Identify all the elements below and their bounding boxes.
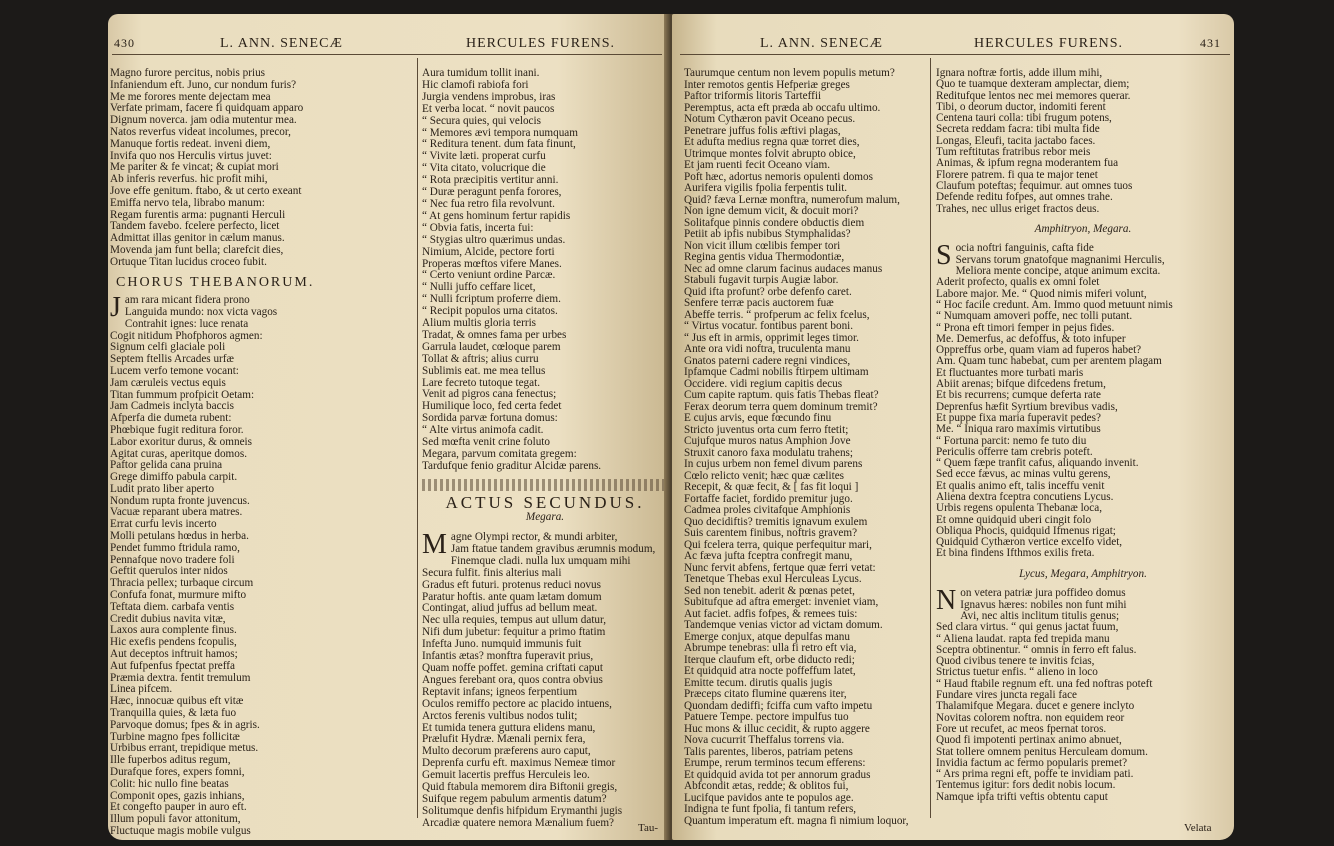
verse-line: Emitte tecum. dirutis qualis jugis [684, 676, 833, 689]
verse-line: Regam furentis arma: pugnanti Herculi [110, 208, 286, 221]
verse-line: Utrimque montes folvit abrupto obice, [684, 147, 856, 160]
verse-line: Talis parentes, liberos, patriam petens [684, 745, 853, 758]
verse-line: Inter remotos gentis Hefperiæ greges [684, 78, 850, 91]
verse-line: Lucifque pavidos ante te populos age. [684, 791, 854, 804]
left-column-rule [417, 58, 418, 818]
verse-line: Et bis recurrens; cumque deferta rate [936, 389, 1101, 402]
verse-line: Ille fuperbos aditus regum, [110, 754, 231, 767]
act-heading: ACTUS SECUNDUS. [445, 492, 645, 512]
verse-line: Aut faciet. adfis fofpes, & remees tuis: [684, 607, 858, 620]
verse-line: “ Hoc facile credunt. Am. Immo quod metuunt nimis [936, 298, 1173, 311]
verse-line: “ Obvia fatis, incerta fui: [422, 221, 534, 234]
verse-line: Tum reftitutas fratribus rebor meis [936, 146, 1091, 159]
right-catchword: Velata [1184, 822, 1212, 834]
verse-line: Præceps citato flumine quærens iter, [684, 688, 847, 700]
verse-line: “ Vita citato, volucrique die [422, 162, 546, 175]
verse-line: Quo te tuamque dexteram amplectar, diem; [936, 78, 1130, 91]
verse-line: “ Recipit populos urna citatos. [422, 305, 558, 318]
verse-line: Erumpe, rerum terminos tecum efferens: [684, 757, 866, 769]
verse-line: Quod civibus tenere te invitis fcias, [936, 655, 1095, 668]
verse-line: Meliora mente concipe, atque animum excita. [955, 265, 1161, 278]
verse-line: Servans torum gnatofque magnanimi Herculis, [955, 253, 1165, 266]
verse-line: Verfate primam, facere fi quidquam apparo [110, 102, 304, 115]
verse-line: Suifque regem pabulum armentis datum? [422, 792, 607, 805]
verse-line: Me pariter & fe vincat; & cupiat mori [110, 161, 279, 174]
verse-line: Infantis ætas? monftra fuperavit prius, [422, 650, 594, 663]
verse-line: Iterque claufum eft, orbe diducto redi; [684, 653, 855, 666]
verse-line: Fundare vires juncta regali face [936, 689, 1078, 702]
drop-cap: M [422, 529, 447, 560]
verse-line: “ Quem fæpe tranfit cafus, aliquando invenit. [936, 457, 1139, 470]
verse-line: Et fluctuantes more turbati maris [936, 366, 1084, 379]
verse-line: “ Certo veniunt ordine Parcæ. [422, 269, 556, 282]
right-col2-verse-mid [936, 240, 1230, 560]
verse-line: “ Nulli fcriptum proferre diem. [422, 293, 561, 306]
verse-line: Namque ipfa trifti veftis obtentu caput [936, 790, 1108, 803]
chorus-heading: CHORUS THEBANORUM. [116, 274, 315, 290]
verse-line: Tradat, & omnes fama per urbes [422, 328, 567, 341]
verse-line: Nova cucurrit Theffalus torrens via. [684, 734, 845, 746]
verse-line: Notum Cythæron pavit Oceano pecus. [684, 113, 856, 125]
right-col2-verse-top [936, 68, 1230, 215]
left-col1-verse-top [110, 68, 410, 269]
verse-line: Labore major. Me. “ Quod nimis miferi volunt, [936, 287, 1147, 300]
verse-line: Ac fæva jufta fceptra confregit manu, [684, 550, 853, 562]
verse-line: Deprenfa curfu eft. maximus Nemeæ timor [422, 757, 616, 770]
verse-line: “ Duræ peragunt penfa forores, [422, 186, 562, 199]
verse-line: Nunc fervit abfens, fertque quæ ferri vetat: [684, 561, 876, 574]
verse-line: Et adufta medius regna quæ torret dies, [684, 136, 860, 148]
verse-line: Jam cæruleis vectus equis [110, 376, 226, 389]
verse-line: “ At gens hominum fertur rapidis [422, 209, 571, 222]
verse-line: Defende reditu fofpes, aut omnes trahe. [936, 191, 1113, 204]
verse-line: Quid ifta profunt? orbe defenfo caret. [684, 285, 852, 298]
verse-line: Et quidquid atra nocte poffeffum latet, [684, 665, 856, 677]
verse-line: Properas mœftos vifere Manes. [422, 257, 562, 270]
verse-line: In cujus urbem non femel divum parens [684, 458, 863, 470]
persona-megara: Megara. [525, 511, 565, 524]
verse-line: Senfere terræ pacis auctorem fuæ [684, 297, 834, 309]
left-header-left: L. ANN. SENECÆ [220, 36, 343, 51]
verse-line: Indigna te funt fpolia, fi tantum refers, [684, 803, 857, 815]
ornament-band [422, 479, 668, 491]
verse-line: Stricto juventus orta cum ferro ftetit; [684, 423, 849, 436]
verse-line: Illum populi favor attonitum, [110, 813, 241, 826]
verse-line: Cum capite raptum. quis fatis Thebas fleat? [684, 389, 879, 401]
verse-line: Patuere Tempe. pectore impulfus tuo [684, 711, 849, 723]
verse-line: Florere patrem. fi qua te major tenet [936, 168, 1098, 181]
verse-line: Am. Quam tunc habebat, cum per arentem plagam [936, 355, 1162, 368]
verse-line: Aliena dextra fceptra concutiens Lycus. [936, 490, 1114, 503]
verse-line: Gradus eft futuri. protenus reduci novus [422, 578, 601, 591]
verse-line: Et quidquid avida tot per annorum gradus [684, 768, 871, 781]
verse-line: Agitat curas, aperitque domos. [110, 447, 248, 460]
verse-line: Reptavit infans; igneos ferpentium [422, 685, 578, 698]
verse-line: Abeffe terris. “ profperum ac felix fcelus, [684, 308, 870, 321]
drop-cap: J [110, 292, 121, 324]
verse-line: Pendet fummo ftridula ramo, [110, 541, 240, 554]
verse-line: Hæc, innocuæ quibus eft vitæ [110, 695, 244, 708]
verse-line: Stabuli fugavit turpis Augiæ labor. [684, 274, 839, 286]
verse-line: Alium multis gloria terris [422, 317, 537, 330]
verse-line: Jam rara micant fidera prono [110, 292, 250, 324]
verse-line: Trahes, nec ullus eriget fractos deus. [936, 202, 1100, 215]
verse-line: Angues ferebant ora, quos contra obvius [422, 673, 603, 686]
verse-line: Sed mœfta venit crine foluto [422, 436, 551, 449]
verse-line: Me. “ Iniqua raro maximis virtutibus [936, 423, 1101, 436]
verse-line: Lucem verfo temone vocant: [110, 364, 239, 377]
right-header-left: L. ANN. SENECÆ [760, 36, 883, 51]
verse-line: Dignum noverca. jam odia mutentur mea. [110, 114, 297, 127]
verse-line: “ Rota præcipitis vertitur anni. [422, 174, 559, 187]
verse-line: Solitafque pinnis condere obductis diem [684, 216, 865, 229]
verse-line: Natos reverfus videat incolumes, precor, [110, 125, 291, 138]
verse-line: “ Nec fua retro fila revolvunt. [422, 197, 555, 210]
verse-line: Et tumida tenera guttura elidens manu, [422, 721, 596, 734]
right-column-1 [684, 68, 928, 827]
verse-line: Claufum poteftas; fequimur. aut omnes tuos [936, 179, 1133, 192]
verse-line: Cogit nitidum Phofphoros agmen: [110, 329, 263, 342]
verse-line: “ Aliena laudat. rapta fed trepida manu [936, 632, 1110, 645]
verse-line: Ludit prato liber aperto [110, 482, 215, 495]
verse-line: Admittat illas genitor in cælum manus. [110, 232, 285, 245]
verse-line: Oppreffus orbe, quam viam ad fuperos habet? [936, 344, 1142, 357]
verse-line: Nondum rupta fronte juvencus. [110, 494, 250, 507]
verse-line: Et verba locat. “ novit paucos [422, 102, 555, 115]
verse-line: Tenetque Thebas exul Herculeas Lycus. [684, 573, 862, 585]
verse-line: Arctos ferenis vultibus nodos tulit; [422, 709, 578, 722]
verse-line: “ Ars prima regni eft, poffe te invidiam pati. [936, 768, 1134, 781]
verse-line: Ipfamque Cadmi nobilis ftirpem ultimam [684, 366, 869, 378]
verse-line: Quidquid Cythæron vertice excelfo videt, [936, 536, 1123, 549]
left-col1-verse-bottom [110, 292, 410, 838]
verse-line: Geftit querulos inter nidos [110, 565, 228, 578]
verse-line: Petiit ab ipfis nubibus Stymphalidas? [684, 228, 851, 240]
drop-cap: S [936, 240, 952, 272]
verse-line: Et congefto pauper in auro eft. [110, 801, 247, 814]
verse-line: Me. Demerfus, ac defoffus, & toto infuper [936, 332, 1126, 345]
verse-line: Quid? fæva Lernæ monftra, numerofum malum, [684, 193, 900, 206]
verse-line: “ Alte virtus animofa cadit. [422, 424, 544, 437]
verse-line: Ignavus hæres: nobiles non funt mihi [960, 598, 1127, 611]
verse-line: Non igne demum vicit, & docuit mori? [684, 205, 859, 217]
verse-line: “ Haud ftabile regnum eft. una fed noftras poteft [936, 677, 1153, 690]
verse-line: Regina gentis vidua Thermodontiæ, [684, 251, 845, 263]
verse-line: Tranquilla quies, & læta fuo [110, 707, 237, 720]
verse-line: “ Vivite læti. properat curfu [422, 150, 546, 163]
verse-line: Multo decorum præferens auro caput, [422, 745, 591, 758]
verse-line: Quantum imperatum eft. magna fi nimium loquor, [684, 814, 909, 827]
verse-line: Novitas colorem noftra. non equidem reor [936, 711, 1125, 724]
verse-line: Emiffa nervo tela, librabo manum: [110, 196, 265, 209]
verse-line: Invidia factum ac fermo popularis premet? [936, 756, 1128, 769]
verse-line: Aura tumidum tollit inani. [422, 67, 540, 79]
right-column-rule [930, 58, 931, 818]
verse-line: Fore ut recufet, ac meos fpernat toros. [936, 722, 1107, 735]
verse-line: Paratur hoftis. ante quam lætam domum [422, 590, 602, 603]
verse-line: Sed clara virtus. “ qui genus jactat fuum, [936, 621, 1119, 634]
left-col2-verse-top [422, 68, 668, 473]
verse-line: Vacuæ reparant ubera matres. [110, 506, 243, 519]
verse-line: Jurgia vendens improbus, iras [422, 90, 556, 103]
verse-line: Quo decidiftis? tremitis ignavum exulem [684, 515, 868, 528]
verse-line: Stat tollere omnem penitus Herculeam domum. [936, 745, 1148, 758]
verse-line: “ Jus eft in armis, opprimit leges timor. [684, 331, 859, 344]
verse-line: Tardufque fenio graditur Alcidæ parens. [422, 459, 602, 472]
verse-line: Magne Olympi rector, & mundi arbiter, [422, 529, 618, 560]
verse-line: Periculis offerre tam crebris poteft. [936, 445, 1093, 458]
drop-cap: N [936, 585, 957, 617]
left-header-right: HERCULES FURENS. [466, 36, 616, 51]
verse-line: Subitufque ad aftra emerget: inveniet viam, [684, 596, 879, 608]
right-header-right: HERCULES FURENS. [974, 36, 1124, 51]
verse-line: Secura fulfit. finis alterius mali [422, 566, 562, 579]
verse-line: Ortuque Titan lucidus croceo fubit. [110, 255, 267, 268]
verse-line: Aurifera vigilis fpolia ferpentis tulit. [684, 182, 848, 194]
verse-line: Præmia dextra. fentit tremulum [110, 671, 251, 684]
verse-line: Sordida parvæ fortuna domus: [422, 412, 558, 425]
verse-line: Tandem favebo. fcelere perfecto, licet [110, 220, 280, 233]
verse-line: Taurumque centum non levem populis metum? [684, 67, 895, 79]
verse-line: Septem ftellis Arcades urfæ [110, 353, 234, 366]
left-page [108, 14, 670, 840]
verse-line: Tollat & aftris; alius curru [422, 352, 539, 365]
verse-line: Languida mundo: nox victa vagos [124, 305, 278, 318]
verse-line: Infefta Juno. numquid immunis fuit [422, 638, 582, 651]
verse-line: Tibi, o deorum ductor, indomiti ferent [936, 100, 1106, 113]
verse-line: Movenda jam funt bella; clarefcit dies, [110, 243, 284, 256]
verse-line: Obliqua Phocis, quidquid Ifmenus rigat; [936, 524, 1116, 537]
verse-line: Animas, & ipfum regna moderantem fua [936, 157, 1119, 170]
verse-line: Quam noffe poffet. gemina criftati caput [422, 661, 604, 674]
right-col1-verse [684, 68, 928, 827]
verse-line: “ Reditura tenent. dum fata finunt, [422, 138, 576, 151]
verse-line: Magno furore percitus, nobis prius [110, 67, 266, 79]
verse-line: Molli petulans hœdus in herba. [110, 530, 249, 543]
verse-line: Fluctuque magis mobile vulgus [110, 825, 251, 837]
verse-line: Avi, nec altis inclitum titulis genus; [960, 609, 1120, 622]
verse-line: Afperfa die dumeta rubent: [110, 412, 232, 425]
verse-line: Venit ad pigros cana fenectus; [422, 388, 557, 401]
verse-line: “ Memores ævi tempora numquam [422, 126, 578, 139]
verse-line: Longas, Eleufi, tacita jactabo faces. [936, 134, 1096, 147]
verse-line: Durafque fores, expers fomni, [110, 766, 245, 779]
verse-line: Sublimis eat. me mea tellus [422, 364, 546, 377]
right-header-rule [680, 54, 1230, 55]
verse-line: Nec ad omne clarum facinus audaces manus [684, 262, 883, 275]
verse-line: Linea pifcem. [110, 683, 173, 696]
verse-line: Sed non tenebit. aderit & pœnas petet, [684, 584, 855, 597]
verse-line: Nec ulla requies, tempus aut ullum datur, [422, 614, 607, 627]
verse-line: Paftor gelida cana pruina [110, 459, 223, 472]
verse-line: Laxos aura complente finus. [110, 624, 237, 637]
verse-line: Errat curfu levis incerto [110, 518, 217, 531]
verse-line: Tandemque venias victor ad victam domum. [684, 619, 883, 631]
verse-line: Jam Cadmeis inclyta baccis [110, 400, 234, 413]
verse-line: Thalamifque Megara. ducet e genere inclyto [936, 700, 1135, 713]
verse-line: Et omne quidquid uberi cingit folo [936, 513, 1092, 526]
verse-line: Struxit canoro faxa modulatu trahens; [684, 446, 854, 459]
verse-line: Quod fi impotenti pertinax animo abnuet, [936, 734, 1122, 747]
verse-line: Signum celfi glaciale poli [110, 341, 226, 354]
verse-line: Aut fufpenfus fpectat preffa [110, 659, 235, 672]
persona-amphitryon-megara: Amphitryon, Megara. [1034, 222, 1132, 235]
verse-line: Credit dubius navita vitæ, [110, 612, 226, 625]
verse-line: Cujufque muros natus Amphion Jove [684, 435, 851, 447]
right-page-number: 431 [1200, 36, 1221, 50]
verse-line: Et bina findens Ifthmos exilis freta. [936, 547, 1095, 560]
verse-line: Jam ftatue tandem gravibus ærumnis modum, [450, 542, 656, 555]
verse-line: Humilique loco, fed certa fedet [422, 400, 562, 413]
verse-line: Aderit profecto, qualis ex omni folet [936, 276, 1100, 289]
verse-line: Quondam dediffi; fciffa cum vafto impetu [684, 699, 873, 712]
verse-line: Recepit, & quæ fecit, & [ fas fit loqui ] [684, 481, 859, 493]
verse-line: Cœlo relicto venit; hæc quæ cælites [684, 469, 845, 482]
left-catchword: Tau- [638, 822, 658, 834]
verse-line: Nimium, Alcide, pectore forti [422, 245, 555, 258]
verse-line: Aut deceptos inftruit hamos; [110, 648, 238, 661]
verse-line: Penetrare juffus folis æftivi plagas, [684, 124, 841, 137]
verse-line: Strictus tuetur enfis. “ alieno in loco [936, 666, 1098, 679]
verse-line: Invifa quo nos Herculis virtus juvet: [110, 149, 272, 162]
verse-line: Phœbique fugit reditura foror. [110, 423, 244, 436]
verse-line: Occidere. vidi regium capitis decus [684, 377, 843, 390]
verse-line: Thracia pellex; turbaque circum [110, 577, 254, 590]
verse-line: Manuque fortis redeat. inveni diem, [110, 137, 271, 150]
verse-line: Hic clamofi rabiofa fori [422, 78, 529, 91]
verse-line: Jove effe genitum. ftabo, & ut certo exeant [110, 184, 302, 197]
verse-line: Sceptra obtinentur. “ omnis in ferro eft falus. [936, 643, 1137, 656]
right-page [672, 14, 1234, 840]
right-column-2 [936, 68, 1230, 803]
verse-line: Abrumpe tenebras: ulla fi retro eft via, [684, 642, 857, 654]
verse-line: Ante ora vidi noftra, truculenta manu [684, 343, 851, 355]
verse-line: Paftor triformis litoris Tarteffii [684, 90, 822, 102]
verse-line: Confufa fonat, murmure mifto [110, 589, 247, 602]
persona-lycus-megara-amphitryon: Lycus, Megara, Amphitryon. [1019, 567, 1147, 580]
verse-line: Et jam ruenti fecit Oceano viam. [684, 159, 831, 171]
verse-line: Gemuit lacertis preffus Herculeis leo. [422, 769, 590, 782]
verse-line: Deprenfus hæfit Syrtium brevibus vadis, [936, 400, 1118, 413]
verse-line: “ Fortuna parcit: nemo fe tuto diu [936, 434, 1087, 447]
verse-line: Et puppe fixa maria fuperavit pedes? [936, 411, 1101, 424]
verse-line: Solitumque denfis hifpidum Erymanthi jugis [422, 804, 623, 817]
verse-line: Fortaffe faciet, fordido premitur jugo. [684, 492, 853, 505]
verse-line: “ Prona eft timori femper in pejus fides. [936, 321, 1115, 334]
verse-line: Secreta reddam facra: tibi multa fide [936, 123, 1100, 136]
verse-line: Reditufque lentos nec mei memores querar. [936, 89, 1131, 102]
verse-line: Ferax deorum terra quem dominum tremit? [684, 400, 878, 413]
verse-line: Sed ecce fævus, ac minas vultu gerens, [936, 468, 1111, 481]
verse-line: Finemque cladi. nulla lux umquam mihi [450, 554, 631, 567]
verse-line: Emerge conjux, atque depulfas manu [684, 630, 850, 643]
verse-line: Nifi dum jubetur: fequitur a primo ftatim [422, 626, 606, 639]
verse-line: Oculos remiffo pectore ac placido intuens, [422, 697, 612, 710]
verse-line: Qui fcelera terra, quique perfequitur mari, [684, 538, 872, 551]
verse-line: Colit: hic nullo fine beatas [110, 777, 229, 790]
right-col2-verse-bottom [936, 585, 1230, 803]
verse-line: Non vetera patriæ jura poffideo domus [936, 585, 1126, 617]
verse-line: Abfcondit ætas, redde; & oblitos fui, [684, 780, 849, 792]
verse-line: Quid ftabula memorem dira Biftonii gregis, [422, 781, 618, 794]
verse-line: Urbibus errant, trepidique metus. [110, 742, 259, 755]
verse-line: Peremptus, acta eft præda ab occafu ultimo. [684, 101, 881, 114]
verse-line: Arcadiæ quatere nemora Mænalium fuem? [422, 816, 614, 829]
verse-line: Urbis regens opulenta Thebanæ loca, [936, 502, 1103, 515]
verse-line: Labor exoritur durus, & omneis [110, 435, 252, 448]
verse-line: Garrula laudet, cœloque parem [422, 340, 561, 353]
verse-line: Prælufit Hydræ. Mænali pernix fera, [422, 733, 586, 746]
verse-line: Socia noftri fanguinis, cafta fide [936, 240, 1094, 272]
verse-line: Suis carentem finibus, noftris gravem? [684, 527, 858, 539]
verse-line: Contrahit ignes: luce renata [124, 317, 249, 330]
verse-line: Titan fummum profpicit Oetam: [110, 388, 255, 401]
verse-line: Tentemus igitur: fors dedit nobis locum. [936, 779, 1116, 792]
verse-line: Componit opes, gazis inhians, [110, 789, 245, 802]
verse-line: Ab inferis reverfus. hic profit mihi, [110, 173, 268, 186]
verse-line: Turbine magno fpes follicitæ [110, 730, 240, 743]
left-column-1 [110, 68, 410, 838]
left-header-rule [112, 54, 662, 55]
verse-line: Infaniendum eft. Juno, cur nondum furis? [110, 78, 297, 91]
verse-line: Megara, parvum comitata gregem: [422, 448, 577, 460]
verse-line: Cadmea proles civitafque Amphionis [684, 504, 851, 516]
verse-line: Teftata diem. carbafa ventis [110, 600, 235, 613]
verse-line: Me me forores mente dejectam mea [110, 90, 271, 103]
left-column-2 [422, 68, 668, 830]
verse-line: Non vicit illum cœlibis femper tori [684, 239, 841, 252]
left-col2-verse-bottom [422, 529, 668, 830]
verse-line: Parvoque domus; fpes & in agris. [110, 718, 260, 731]
verse-line: Huc mons & illuc cecidit, & rupto aggere [684, 722, 870, 735]
verse-line: Grege dimiffo pabula carpit. [110, 471, 238, 484]
verse-line: E cujus arvis, eque fœcundo finu [684, 412, 832, 424]
verse-line: “ Virtus vocatur. fontibus parent boni. [684, 320, 854, 332]
verse-line: “ Numquam amoveri poffe, nec tolli putant. [936, 310, 1133, 323]
left-page-number: 430 [114, 36, 135, 50]
verse-line: Hic exefis pendens fcopulis, [110, 636, 237, 649]
verse-line: Pennafque novo tradere foli [110, 553, 235, 566]
verse-line: Ignara noftræ fortis, adde illum mihi, [936, 67, 1103, 79]
verse-line: “ Stygias ultro quærimus undas. [422, 233, 566, 246]
verse-line: Et qualis animo eft, talis inceffu venit [936, 479, 1105, 492]
verse-line: Abiit arenas; bifque difcedens fretum, [936, 378, 1106, 391]
verse-line: Lare fecreto tutoque tegat. [422, 376, 541, 389]
verse-line: “ Secura quies, qui velocis [422, 114, 541, 127]
verse-line: Contingat, aliud juffus ad bellum meat. [422, 602, 598, 615]
verse-line: “ Nulli juffo ceffare licet, [422, 281, 536, 294]
verse-line: Gnatos paterni cadere regni vindices, [684, 354, 851, 367]
verse-line: Centena tauri colla: tibi frugum potens, [936, 112, 1112, 125]
verse-line: Poft hæc, adortus nemoris opulenti domos [684, 170, 873, 183]
